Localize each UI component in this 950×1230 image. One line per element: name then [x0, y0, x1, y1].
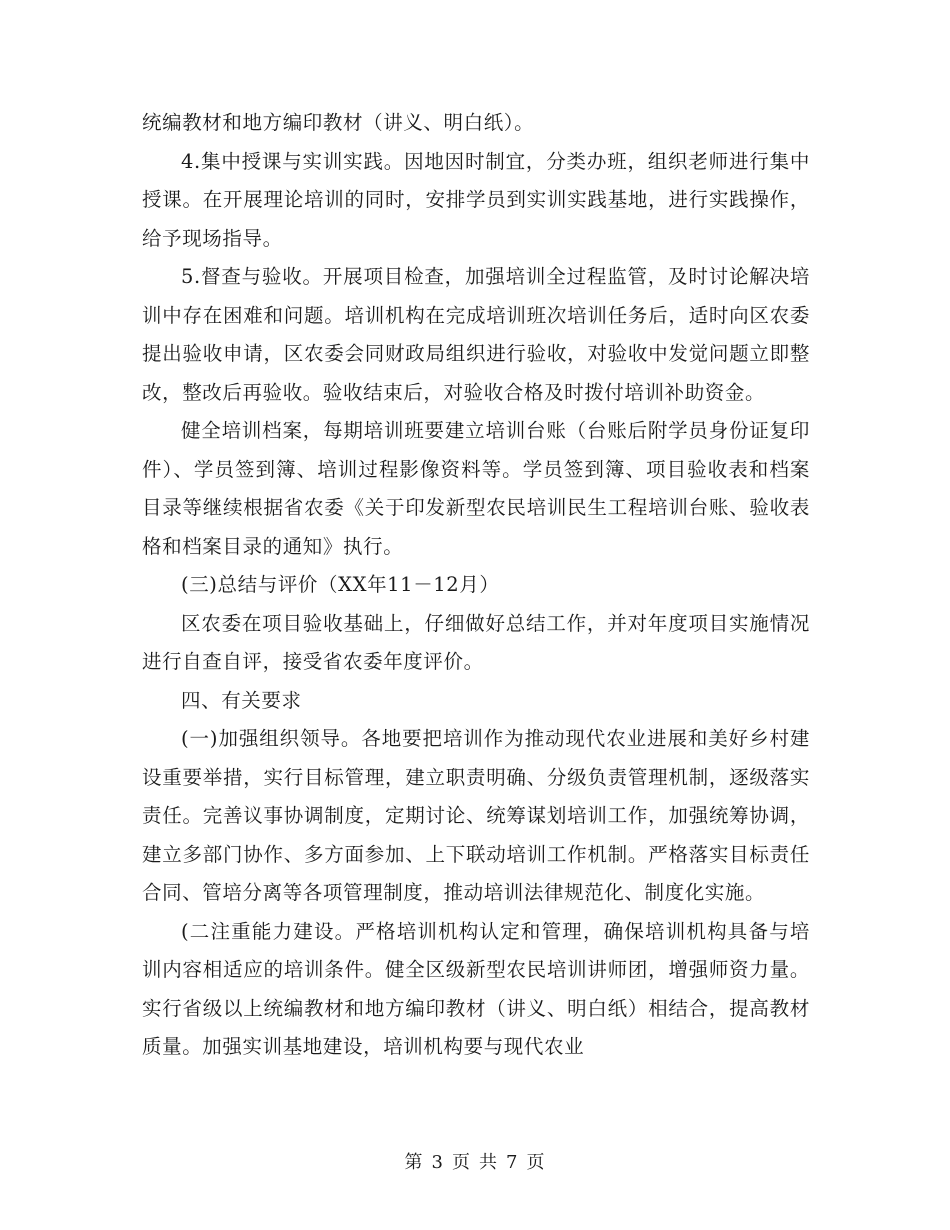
section-heading: (三)总结与评价（XX年11－12月） — [181, 573, 500, 596]
paragraph: (一)加强组织领导。各地要把培训作为推动现代农业进展和美好乡村建设重要举措，实行目标管理，建立职责明确、分级负责管理机制，逐级落实责任。完善议事协调制度，定期讨论、统筹谋划培训工作，加强统筹协调，建立多部门协作、多方面参加、上下联动培训工作机制。严格落实目标责任合同、管培分离等各项管理制度，推动培训法律规范化、制度化实施。 — [142, 727, 810, 904]
paragraph: 5.督查与验收。开展项目检查，加强培训全过程监管，及时讨论解决培训中存在困难和问题。培训机构在完成培训班次培训任务后，适时向区农委提出验收申请，区农委会同财政局组织进行验收，对验收中发觉问题立即整改，整改后再验收。验收结束后，对验收合格及时拨付培训补助资金。 — [142, 265, 810, 404]
paragraph: 4.集中授课与实训实践。因地因时制宜，分类办班，组织老师进行集中授课。在开展理论培训的同时，安排学员到实训实践基地，进行实践操作，给予现场指导。 — [142, 149, 810, 250]
footer-suffix: 页 — [526, 1152, 546, 1173]
footer-total-pages: 7 — [506, 1152, 519, 1173]
paragraph: 区农委在项目验收基础上，仔细做好总结工作，并对年度项目实施情况进行自查自评，接受省农委年度评价。 — [142, 611, 810, 673]
document-body — [142, 104, 810, 1067]
paragraph: 统编教材和地方编印教材（讲义、明白纸）。 — [142, 111, 535, 134]
footer-current-page: 3 — [431, 1152, 444, 1173]
section-heading: 四、有关要求 — [181, 688, 302, 712]
footer-prefix: 第 — [404, 1152, 424, 1173]
page-footer — [0, 1148, 950, 1174]
footer-total-prefix: 共 — [479, 1152, 498, 1173]
paragraph: (二注重能力建设。严格培训机构认定和管理，确保培训机构具备与培训内容相适应的培训条件。健全区级新型农民培训讲师团，增强师资力量。实行省级以上统编教材和地方编印教材（讲义、明白纸）相结合，提高教材质量。加强实训基地建设，培训机构要与现代农业 — [142, 919, 810, 1058]
paragraph: 健全培训档案，每期培训班要建立培训台账（台账后附学员身份证复印件）、学员签到簿、培训过程影像资料等。学员签到簿、项目验收表和档案目录等继续根据省农委《关于印发新型农民培训民生工程培训台账、验收表格和档案目录的通知》执行。 — [142, 419, 810, 558]
footer-page-word: 页 — [452, 1152, 471, 1173]
